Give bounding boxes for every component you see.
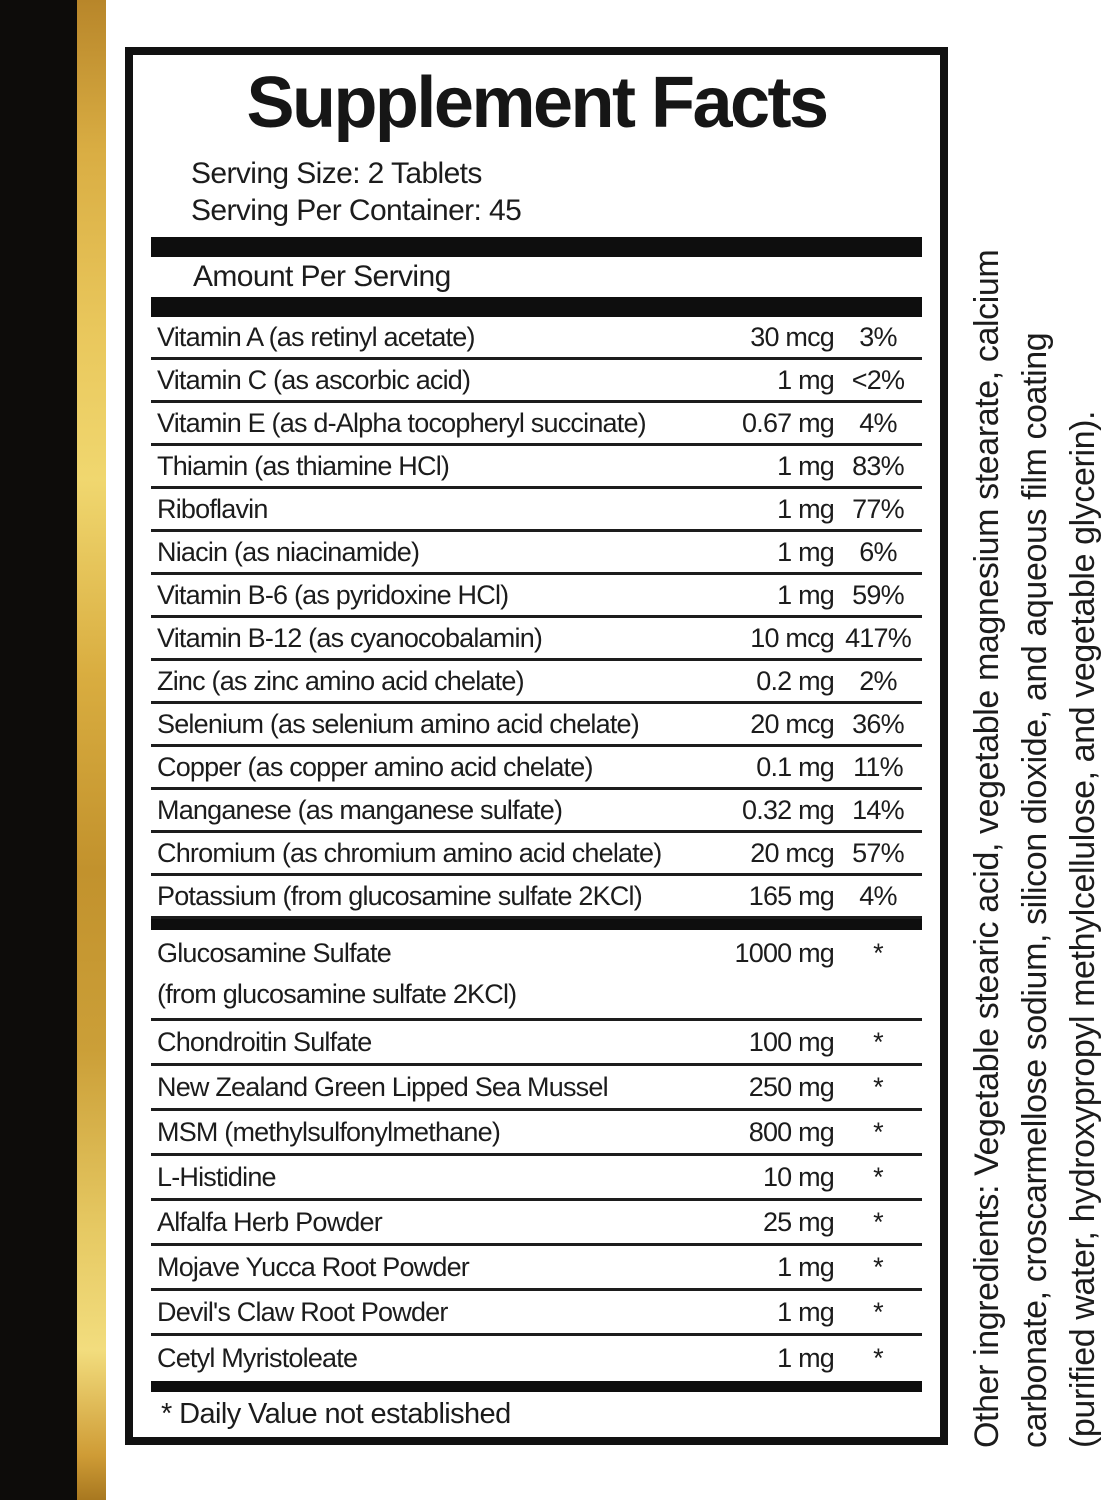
nutrient-dv: 11% <box>853 751 903 782</box>
ingredient-dv: * <box>873 1206 883 1237</box>
nutrient-amount: 20 mcg <box>750 837 834 868</box>
nutrient-dv: 3% <box>859 321 897 352</box>
nutrient-name: Selenium (as selenium amino acid chelate) <box>157 708 639 739</box>
nutrient-row <box>151 747 922 790</box>
nutrient-row <box>151 575 922 618</box>
nutrient-amount: 1 mg <box>777 493 834 524</box>
nutrient-row <box>151 661 922 704</box>
ingredient-amount: 25 mg <box>762 1206 834 1237</box>
ingredient-name: Glucosamine Sulfate <box>157 937 391 968</box>
nutrient-name: Vitamin B-12 (as cyanocobalamin) <box>157 622 543 653</box>
nutrient-rows <box>151 317 922 919</box>
nutrient-row <box>151 790 922 833</box>
nutrient-amount: 0.1 mg <box>756 751 834 782</box>
nutrient-dv: 417% <box>845 622 911 653</box>
nutrient-amount: 30 mcg <box>750 321 834 352</box>
nutrient-row <box>151 489 922 532</box>
nutrient-row <box>151 704 922 747</box>
ingredient-row <box>151 1336 922 1381</box>
ingredient-row <box>151 1066 922 1111</box>
nutrient-name: Vitamin A (as retinyl acetate) <box>157 321 475 352</box>
ingredient-dv: * <box>873 1343 883 1373</box>
servings-per-container-line: Serving Per Container: 45 <box>191 194 522 227</box>
supplement-facts-panel <box>125 47 948 1445</box>
ingredient-row <box>151 1021 922 1066</box>
nutrient-row <box>151 403 922 446</box>
nutrient-row <box>151 446 922 489</box>
nutrient-dv: 4% <box>859 880 897 911</box>
ingredient-row <box>151 1246 922 1291</box>
nutrient-row <box>151 532 922 575</box>
nutrient-amount: 1 mg <box>777 579 834 610</box>
nutrient-name: Riboflavin <box>157 493 268 524</box>
nutrient-name: Chromium (as chromium amino acid chelate) <box>157 837 662 868</box>
nutrient-dv: 83% <box>852 450 904 481</box>
ingredient-amount: 10 mg <box>762 1161 834 1192</box>
nutrient-name: Vitamin B-6 (as pyridoxine HCl) <box>157 579 509 610</box>
ingredient-amount: 1000 mg <box>734 937 834 968</box>
ingredient-amount: 800 mg <box>748 1116 834 1147</box>
ingredient-dv: * <box>873 1296 883 1327</box>
ingredient-name: Alfalfa Herb Powder <box>157 1206 382 1237</box>
other-ingredients-vertical-text <box>963 56 1108 1448</box>
nutrient-dv: 59% <box>852 579 904 610</box>
nutrient-dv: 4% <box>859 407 897 438</box>
nutrient-amount: 1 mg <box>777 536 834 567</box>
ingredient-name: Cetyl Myristoleate <box>157 1343 358 1373</box>
ingredient-dv: * <box>873 1026 883 1057</box>
divider-bar-above-footnote <box>151 1381 922 1392</box>
nutrient-dv: 2% <box>859 665 897 696</box>
divider-bar-thick-top <box>151 237 922 257</box>
nutrient-amount: 20 mcg <box>750 708 834 739</box>
ingredient-row <box>151 930 922 1021</box>
ingredient-amount: 250 mg <box>748 1071 834 1102</box>
nutrient-name: Thiamin (as thiamine HCl) <box>157 450 450 481</box>
nutrient-amount: 1 mg <box>777 364 834 395</box>
ingredient-source-note: (from glucosamine sulfate 2KCl) <box>157 979 517 1009</box>
other-ingredients-line: (purified water, hydroxypropyl methylcellulose, and vegetable glycerin). <box>1064 410 1102 1448</box>
nutrient-amount: 0.32 mg <box>742 794 834 825</box>
serving-size-line: Serving Size: 2 Tablets <box>191 157 482 190</box>
nutrient-row <box>151 618 922 661</box>
nutrient-name: Manganese (as manganese sulfate) <box>157 794 563 825</box>
daily-value-footnote: * Daily Value not established <box>161 1398 511 1430</box>
divider-bar-mid-section <box>151 919 922 930</box>
nutrient-name: Vitamin E (as d-Alpha tocopheryl succinate) <box>157 407 646 438</box>
ingredient-name: New Zealand Green Lipped Sea Mussel <box>157 1071 608 1102</box>
nutrient-name: Vitamin C (as ascorbic acid) <box>157 364 471 395</box>
amount-per-serving-header: Amount Per Serving <box>193 260 451 293</box>
ingredient-rows <box>151 930 922 1381</box>
other-ingredients-line: Other ingredients: Vegetable stearic acid, vegetable magnesium stearate, calcium <box>968 249 1006 1448</box>
nutrient-row <box>151 317 922 360</box>
ingredient-row <box>151 1111 922 1156</box>
side-bar-black <box>0 0 77 1500</box>
ingredient-dv: * <box>873 1251 883 1282</box>
nutrient-dv: 77% <box>852 493 904 524</box>
ingredient-name: L-Histidine <box>157 1161 276 1192</box>
ingredient-name: MSM (methylsulfonylmethane) <box>157 1116 501 1147</box>
ingredient-row-main <box>151 932 922 974</box>
nutrient-amount: 10 mcg <box>750 622 834 653</box>
nutrient-row <box>151 360 922 403</box>
nutrient-amount: 0.67 mg <box>742 407 834 438</box>
panel-title: Supplement Facts <box>246 63 827 143</box>
ingredient-amount: 1 mg <box>777 1251 834 1282</box>
nutrient-dv: <2% <box>851 364 905 395</box>
nutrient-name: Potassium (from glucosamine sulfate 2KCl) <box>157 880 642 911</box>
ingredient-name: Devil's Claw Root Powder <box>157 1296 448 1327</box>
nutrient-row <box>151 876 922 919</box>
nutrient-dv: 57% <box>852 837 904 868</box>
nutrient-name: Zinc (as zinc amino acid chelate) <box>157 665 524 696</box>
nutrient-dv: 6% <box>859 536 897 567</box>
nutrient-amount: 0.2 mg <box>756 665 834 696</box>
nutrient-dv: 14% <box>852 794 904 825</box>
other-ingredients-line: carbonate, croscarmellose sodium, silicon dioxide, and aqueous film coating <box>1016 332 1054 1448</box>
ingredient-amount: 1 mg <box>777 1343 834 1373</box>
gold-stripe <box>77 0 106 1500</box>
ingredient-dv: * <box>873 1116 883 1147</box>
nutrient-row <box>151 833 922 876</box>
ingredient-amount: 1 mg <box>777 1296 834 1327</box>
ingredient-dv: * <box>873 1071 883 1102</box>
ingredient-dv: * <box>873 937 883 968</box>
nutrient-dv: 36% <box>852 708 904 739</box>
ingredient-name: Mojave Yucca Root Powder <box>157 1251 469 1282</box>
nutrient-name: Niacin (as niacinamide) <box>157 536 420 567</box>
ingredient-dv: * <box>873 1161 883 1192</box>
divider-bar-thick-under-header <box>151 297 922 317</box>
ingredient-name: Chondroitin Sulfate <box>157 1026 372 1057</box>
nutrient-amount: 1 mg <box>777 450 834 481</box>
nutrient-name: Copper (as copper amino acid chelate) <box>157 751 593 782</box>
ingredient-row <box>151 1201 922 1246</box>
ingredient-row <box>151 1291 922 1336</box>
nutrient-amount: 165 mg <box>748 880 834 911</box>
serving-info <box>151 155 922 229</box>
ingredient-row <box>151 1156 922 1201</box>
ingredient-amount: 100 mg <box>748 1026 834 1057</box>
